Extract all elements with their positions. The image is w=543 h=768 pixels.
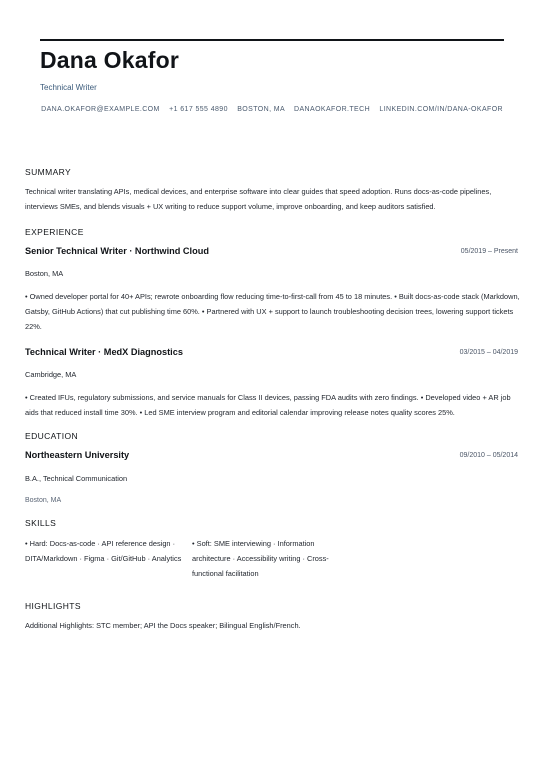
school-name: Northeastern University [25, 450, 130, 460]
job-date: 05/2019 – Present [460, 248, 518, 255]
highlights-text: Additional Highlights: STC member; API the Docs speaker; Bilingual English/French. [25, 621, 301, 630]
candidate-name: Dana Okafor [40, 47, 179, 73]
job-details: • Owned developer portal for 40+ APIs; rewrote onboarding flow reducing time-to-first-call from 45 to 18 minutes. • Built docs-as-code stack (Markdown, Gatsby, GitHub Actions) that cut publishing time 60%. • Partnered with UX + support to launch troubleshooting decision trees, lowering support tickets 22%. [25, 292, 520, 331]
job-location: Boston, MA [25, 269, 64, 278]
soft-skills: • Soft: SME interviewing · Information architecture · Accessibility writing · Cross-functional facilitation [192, 539, 329, 578]
job-location: Cambridge, MA [25, 370, 77, 379]
contact-linkedin[interactable]: LINKEDIN.COM/IN/DANA-OKAFOR [379, 106, 503, 113]
contact-location: BOSTON, MA [237, 106, 285, 113]
summary-heading: SUMMARY [25, 167, 72, 177]
education-heading: EDUCATION [25, 431, 79, 441]
contact-phone[interactable]: +1 617 555 4890 [169, 106, 228, 113]
education-date: 09/2010 – 05/2014 [459, 452, 518, 459]
job-title: Technical Writer · MedX Diagnostics [25, 347, 183, 357]
skills-heading: SKILLS [25, 518, 57, 528]
candidate-role: Technical Writer [40, 83, 97, 92]
contact-line [34, 106, 503, 113]
job-details: • Created IFUs, regulatory submissions, and service manuals for Class II devices, passing FDA audits with zero findings. • Developed video + AR job aids that reduced install time 30%. • Led SME interview program and editorial calendar improving release notes quality scores 25%. [25, 393, 511, 417]
hard-skills: • Hard: Docs-as-code · API reference design · DITA/Markdown · Figma · Git/GitHub · Analytics [25, 539, 182, 563]
job-title: Senior Technical Writer · Northwind Cloud [25, 246, 209, 256]
contact-website[interactable]: DANAOKAFOR.TECH [294, 106, 371, 113]
job-date: 03/2015 – 04/2019 [459, 349, 518, 356]
education-location: Boston, MA [25, 497, 62, 504]
experience-heading: EXPERIENCE [25, 227, 84, 237]
contact-email[interactable]: DANA.OKAFOR@EXAMPLE.COM [41, 106, 160, 113]
header-rule [40, 39, 504, 41]
summary-text: Technical writer translating APIs, medical devices, and enterprise software into clear guides that speed adoption. Runs docs-as-code pipelines, interviews SMEs, and blends visuals + UX writing to reduce support volume, improve onboarding, and keep auditors satisfied. [25, 187, 492, 211]
degree: B.A., Technical Communication [25, 474, 128, 483]
highlights-heading: HIGHLIGHTS [25, 601, 81, 611]
